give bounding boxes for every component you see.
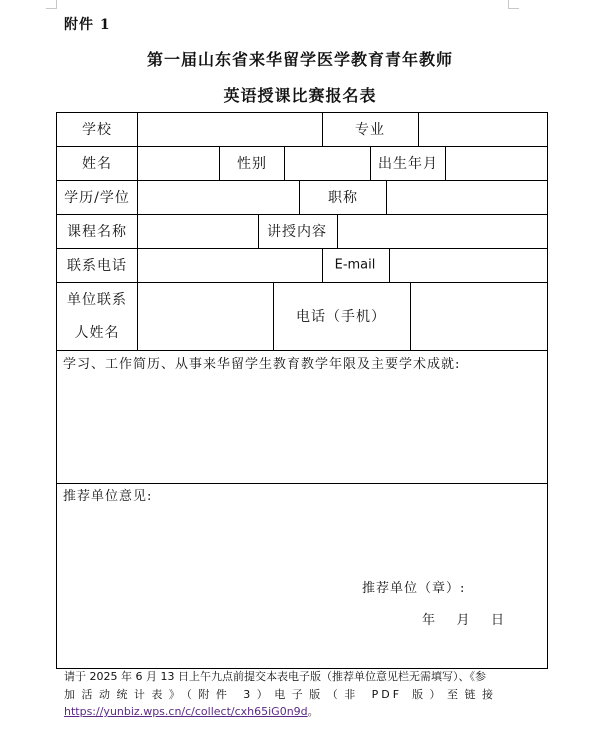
- column-divider: [258, 214, 259, 248]
- row-divider: [57, 483, 547, 484]
- footnote-line2: 加活动统计表》（附件 3）电子版（非 PDF 版）至链接: [64, 688, 496, 701]
- teaching-content-field[interactable]: [338, 215, 547, 248]
- footnote-end: 。: [307, 705, 319, 718]
- phone-label: 联系电话: [67, 258, 127, 274]
- recommendation-label: 推荐单位意见:: [63, 489, 153, 504]
- degree-label: 学历/学位: [64, 190, 130, 206]
- crop-mark-top-left: [46, 0, 57, 9]
- column-divider: [322, 248, 323, 282]
- column-divider: [273, 282, 274, 350]
- recommendation-field[interactable]: [57, 503, 547, 573]
- footnote-line1: 请于 2025 年 6 月 13 日上午九点前提交本表电子版（推荐单位意见栏无需填写）、《参: [64, 670, 486, 683]
- school-field[interactable]: [138, 113, 322, 146]
- footnote-line3: [64, 703, 319, 721]
- phone-field[interactable]: [138, 249, 322, 282]
- teaching-content-label: 讲授内容: [267, 224, 327, 240]
- name-label: 姓名: [82, 156, 112, 172]
- column-divider: [370, 146, 371, 180]
- experience-label: 学习、工作简历、从事来华留学生教育教学年限及主要学术成就:: [63, 357, 461, 372]
- school-label: 学校: [82, 122, 112, 138]
- contact-person-field[interactable]: [138, 283, 273, 350]
- form-title-line2: 英语授课比赛报名表: [223, 86, 377, 105]
- major-field[interactable]: [419, 113, 547, 146]
- contact-person-label-line1: 单位联系: [67, 292, 127, 308]
- degree-field[interactable]: [138, 181, 299, 214]
- course-name-field[interactable]: [138, 215, 258, 248]
- mobile-label: 电话（手机）: [296, 309, 386, 325]
- email-label: E-mail: [334, 257, 376, 273]
- crop-mark-top-right: [508, 0, 519, 9]
- submission-link[interactable]: https://yunbiz.wps.cn/c/collect/cxh65iG0n9d: [64, 705, 308, 718]
- column-divider: [219, 146, 220, 180]
- column-divider: [322, 113, 323, 146]
- job-title-field[interactable]: [387, 181, 547, 214]
- experience-field[interactable]: [57, 371, 547, 483]
- name-field[interactable]: [138, 147, 219, 180]
- email-field[interactable]: [390, 249, 547, 282]
- row-divider: [57, 350, 547, 351]
- attachment-label: 附件 1: [64, 17, 111, 33]
- form-title-line1: 第一届山东省来华留学医学教育青年教师: [146, 50, 453, 69]
- gender-field[interactable]: [285, 147, 370, 180]
- column-divider: [299, 180, 300, 214]
- date-label: 年 月 日: [422, 613, 506, 628]
- birth-date-field[interactable]: [446, 147, 547, 180]
- job-title-label: 职称: [328, 190, 358, 206]
- mobile-field[interactable]: [411, 283, 547, 350]
- gender-label: 性别: [237, 156, 267, 172]
- contact-person-label-line2: 人姓名: [74, 325, 120, 341]
- major-label: 专业: [355, 122, 385, 138]
- course-name-label: 课程名称: [67, 224, 127, 240]
- registration-form-table: [56, 112, 548, 669]
- recommending-unit-seal-label: 推荐单位（章）:: [362, 581, 466, 596]
- birth-date-label: 出生年月: [378, 156, 438, 172]
